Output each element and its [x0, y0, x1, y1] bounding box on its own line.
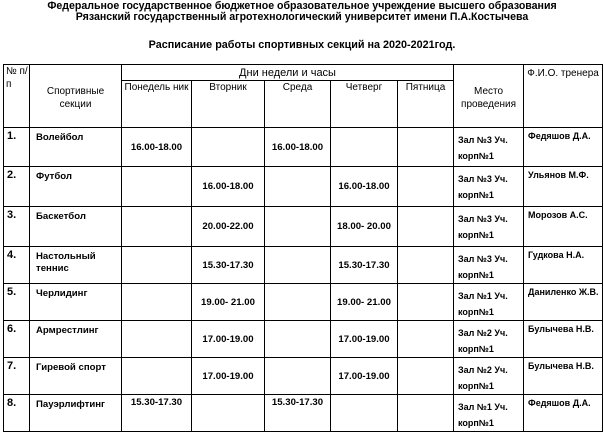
- row-sport: Черлидинг: [30, 284, 122, 321]
- table-row: [4, 128, 603, 167]
- row-thu: 18.00- 20.00: [331, 207, 398, 247]
- row-place: Зал №2 Уч. корп№1: [454, 358, 524, 395]
- table-row: [4, 167, 603, 207]
- row-coach: Гудкова Н.А.: [524, 247, 603, 284]
- row-mon: 16.00-18.00: [122, 128, 192, 167]
- row-sport: Баскетбол: [30, 207, 122, 247]
- row-num: 5.: [4, 284, 30, 321]
- row-fri: [398, 321, 454, 358]
- header-day-thu: Четверг: [331, 81, 398, 128]
- row-fri: [398, 167, 454, 207]
- row-fri: [398, 395, 454, 432]
- row-fri: [398, 284, 454, 321]
- row-num: 6.: [4, 321, 30, 358]
- header-place: Место проведения: [454, 65, 524, 128]
- page-title: Расписание работы спортивных секций на 2020-2021год.: [148, 39, 456, 51]
- row-place: Зал №3 Уч. корп№1: [454, 247, 524, 284]
- row-mon: [122, 207, 192, 247]
- row-mon: [122, 284, 192, 321]
- row-sport: Армрестлинг: [30, 321, 122, 358]
- row-thu: 17.00-19.00: [331, 321, 398, 358]
- row-fri: [398, 358, 454, 395]
- table-row: [4, 207, 603, 247]
- row-coach: Булычева Н.В.: [524, 358, 603, 395]
- row-coach: Федяшов Д.А.: [524, 395, 603, 432]
- header-days-group: Дни недели и часы: [122, 65, 454, 81]
- row-place: Зал №1 Уч. корп№1: [454, 395, 524, 432]
- header-coach: Ф.И.О. тренера: [524, 65, 603, 128]
- row-wed: [265, 358, 331, 395]
- row-wed: [265, 247, 331, 284]
- table-row: [4, 321, 603, 358]
- row-place: Зал №2 Уч. корп№1: [454, 321, 524, 358]
- row-thu: [331, 128, 398, 167]
- row-thu: 19.00- 21.00: [331, 284, 398, 321]
- header-num: № п/п: [4, 65, 30, 128]
- row-place: Зал №3 Уч. корп№1: [454, 167, 524, 207]
- header-day-wed: Среда: [265, 81, 331, 128]
- row-mon: 15.30-17.30: [122, 395, 192, 432]
- row-num: 7.: [4, 358, 30, 395]
- row-mon: [122, 321, 192, 358]
- schedule-table: [3, 64, 603, 432]
- row-mon: [122, 247, 192, 284]
- header-line-1: Федеральное государственное бюджетное образовательное учреждение высшего образования: [47, 0, 557, 12]
- row-sport: Гиревой спорт: [30, 358, 122, 395]
- row-thu: 15.30-17.30: [331, 247, 398, 284]
- header-day-mon: Понедель ник: [122, 81, 192, 128]
- row-coach: Федяшов Д.А.: [524, 128, 603, 167]
- row-wed: [265, 167, 331, 207]
- row-tue: [192, 395, 265, 432]
- table-row: [4, 395, 603, 432]
- row-thu: 17.00-19.00: [331, 358, 398, 395]
- table-row: [4, 284, 603, 321]
- row-num: 8.: [4, 395, 30, 432]
- row-sport: Настольный теннис: [30, 247, 122, 284]
- row-mon: [122, 358, 192, 395]
- row-place: Зал №3 Уч. корп№1: [454, 128, 524, 167]
- row-mon: [122, 167, 192, 207]
- row-wed: 16.00-18.00: [265, 128, 331, 167]
- row-coach: Морозов А.С.: [524, 207, 603, 247]
- row-tue: 20.00-22.00: [192, 207, 265, 247]
- row-tue: 17.00-19.00: [192, 358, 265, 395]
- row-sport: Футбол: [30, 167, 122, 207]
- row-tue: 16.00-18.00: [192, 167, 265, 207]
- row-wed: [265, 321, 331, 358]
- row-num: 3.: [4, 207, 30, 247]
- row-place: Зал №3 Уч. корп№1: [454, 207, 524, 247]
- row-wed: [265, 207, 331, 247]
- row-thu: 16.00-18.00: [331, 167, 398, 207]
- table-row: [4, 247, 603, 284]
- row-tue: 19.00- 21.00: [192, 284, 265, 321]
- row-num: 4.: [4, 247, 30, 284]
- row-fri: [398, 247, 454, 284]
- row-coach: Ульянов М.Ф.: [524, 167, 603, 207]
- row-place: Зал №1 Уч. корп№1: [454, 284, 524, 321]
- row-wed: [265, 284, 331, 321]
- header-line-2: Рязанский государственный агротехнологический университет имени П.А.Костычева: [75, 11, 529, 23]
- row-sport: Волейбол: [30, 128, 122, 167]
- row-wed: 15.30-17.30: [265, 395, 331, 432]
- row-thu: [331, 395, 398, 432]
- row-num: 2.: [4, 167, 30, 207]
- row-tue: 17.00-19.00: [192, 321, 265, 358]
- row-coach: Даниленко Ж.В.: [524, 284, 603, 321]
- header-day-fri: Пятница: [398, 81, 454, 128]
- row-tue: [192, 128, 265, 167]
- row-sport: Пауэрлифтинг: [30, 395, 122, 432]
- header-day-tue: Вторник: [192, 81, 265, 128]
- document-header: [0, 0, 604, 23]
- table-row: [4, 358, 603, 395]
- row-tue: 15.30-17.30: [192, 247, 265, 284]
- row-fri: [398, 207, 454, 247]
- row-num: 1.: [4, 128, 30, 167]
- row-fri: [398, 128, 454, 167]
- row-coach: Булычева Н.В.: [524, 321, 603, 358]
- header-sport: Спортивные секции: [30, 65, 122, 128]
